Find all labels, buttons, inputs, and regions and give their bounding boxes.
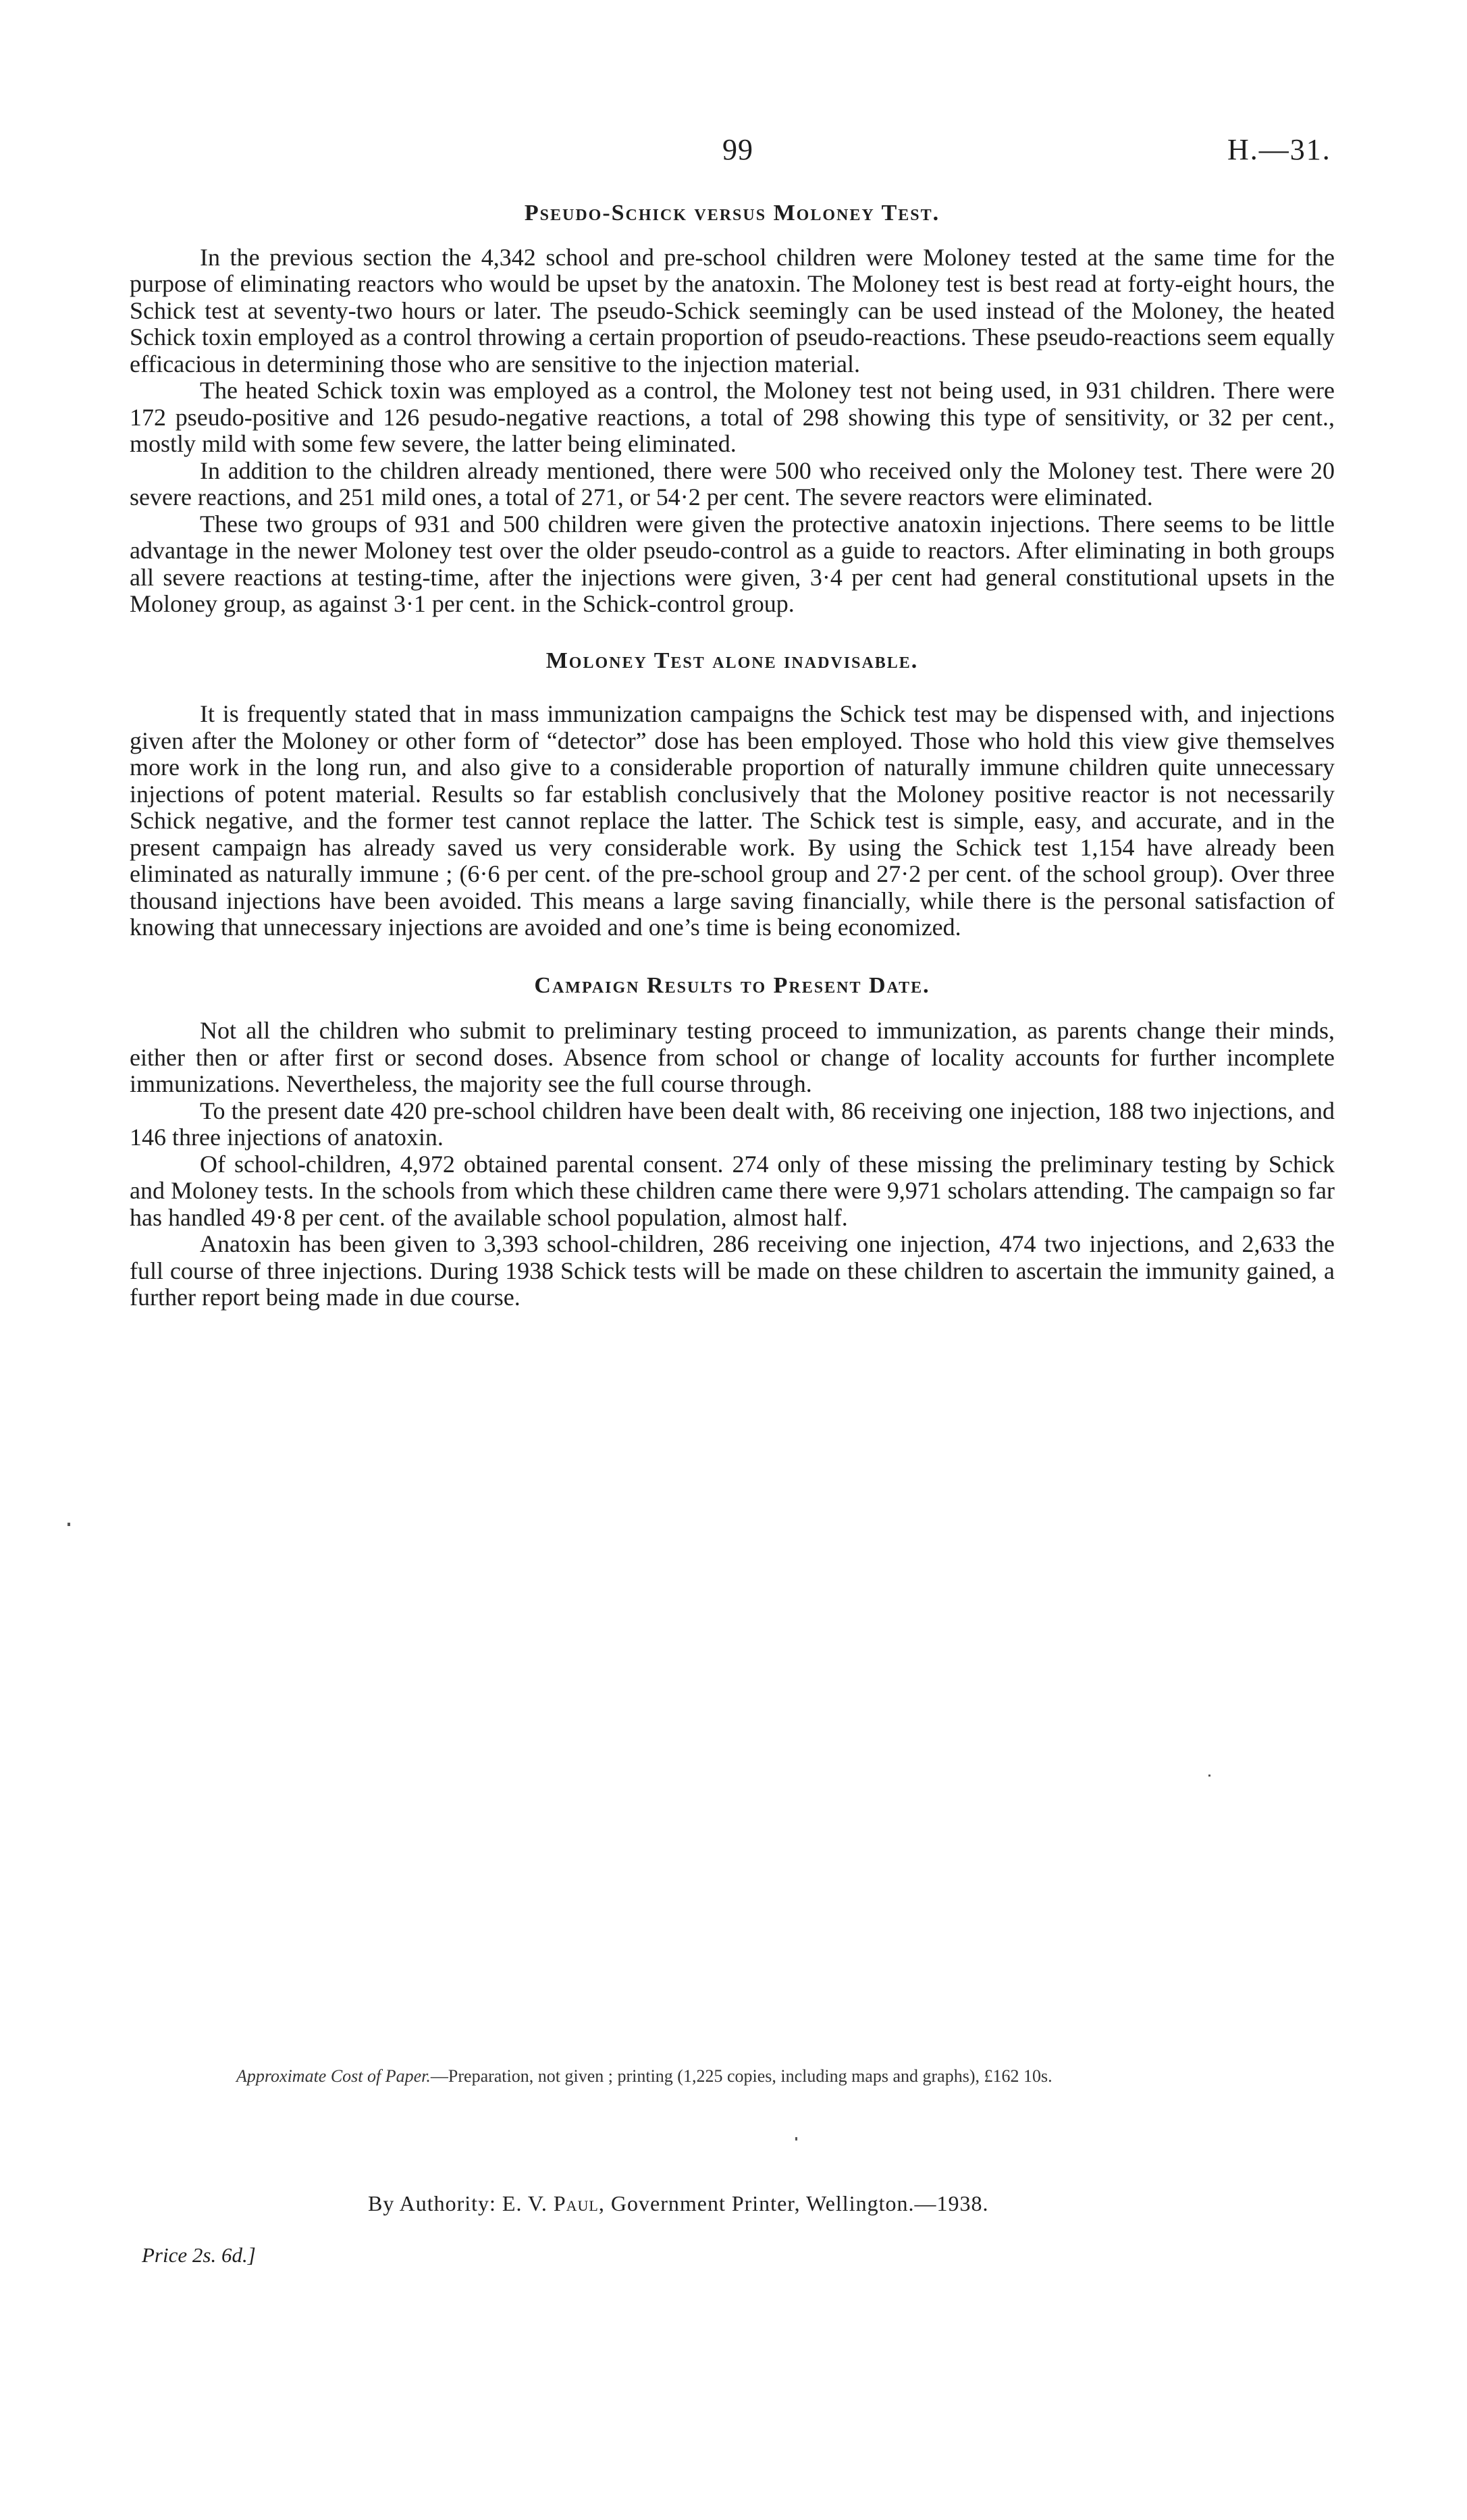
section-heading-pseudo-schick: Pseudo-Schick versus Moloney Test. bbox=[524, 201, 940, 226]
printer-name: Paul bbox=[553, 2191, 599, 2215]
margin-mark bbox=[795, 2137, 797, 2141]
printer-authority-line bbox=[368, 2191, 988, 2216]
margin-mark bbox=[68, 1523, 70, 1526]
paragraph: In the previous section the 4,342 school and pre-school children were Moloney tested at the same time for the purpose of eliminating reactors who would be upset by the anatoxin. The Moloney test is best read at forty-eight hours, the Schick test at seventy-two hours or later. The pseudo-Schick seemingly can be used instead of the Moloney, the heated Schick toxin employed as a control throwing a certain proportion of pseudo-reactions. These pseudo-reactions seem equally efficacious in determining those who are sensitive to the injection material. bbox=[130, 243, 1335, 377]
section-heading-moloney-alone: Moloney Test alone inadvisable. bbox=[545, 648, 919, 673]
paragraph: These two groups of 931 and 500 children were given the protective anatoxin injections. There seems to be little advantage in the newer Moloney test over the older pseudo-control as a guide to reactors. After eliminating in both groups all severe reactions at testing-time, after the injections were given, 3·4 per cent had general constitutional upsets in the Moloney group, as against 3·1 per cent. in the Schick-control group. bbox=[130, 510, 1335, 617]
paragraph: To the present date 420 pre-school children have been dealt with, 86 receiving one injection, 188 two injections, and 146 three injections of anatoxin. bbox=[130, 1097, 1335, 1151]
margin-mark bbox=[1208, 1775, 1210, 1777]
paragraph: It is frequently stated that in mass immunization campaigns the Schick test may be dispensed with, and injections given after the Moloney or other form of “detector” dose has been employed. Those who hold this view give themselves more work in the long run, and also give to a considerable proportion of naturally immune children quite unnecessary injections of potent material. Results so far establish conclusively that the Moloney positive reactor is not necessarily Schick negative, and the former test cannot replace the latter. The Schick test is simple, easy, and accurate, and in the present campaign has already saved us very considerable work. By using the Schick test 1,154 have already been eliminated as naturally immune ; (6·6 per cent. of the pre-school group and 27·2 per cent. of the school group). Over three thousand injections have been avoided. This means a large saving financially, while there is the personal satisfaction of knowing that unnecessary injections are avoided and one’s time is being economized. bbox=[130, 700, 1335, 941]
paragraph: The heated Schick toxin was employed as a control, the Moloney test not being used, in 931 children. There were 172 pseudo-positive and 126 pesudo-negative reactions, a total of 298 showing this type of sensitivity, or 32 per cent., mostly mild with some few severe, the latter being eliminated. bbox=[130, 377, 1335, 457]
page-number: 99 bbox=[722, 133, 753, 166]
cost-text: —Preparation, not given ; printing (1,225 copies, including maps and graphs), £162 10s. bbox=[430, 2066, 1052, 2086]
paragraph: Not all the children who submit to preliminary testing proceed to immunization, as parents change their minds, either then or after first or second doses. Absence from school or change of locality accounts for further incomplete immunizations. Nevertheless, the majority see the full course through. bbox=[130, 1017, 1335, 1097]
cost-of-paper-note bbox=[236, 2066, 1384, 2086]
document-reference: H.—31. bbox=[1227, 133, 1331, 166]
paragraph: Anatoxin has been given to 3,393 school-children, 286 receiving one injection, 474 two injections, and 2,633 the full course of three injections. During 1938 Schick tests will be made on these children to ascertain the immunity gained, a further report being made in due course. bbox=[130, 1230, 1335, 1311]
authority-prefix: By Authority: E. V. bbox=[368, 2191, 554, 2215]
paragraph: In addition to the children already mentioned, there were 500 who received only the Moloney test. There were 20 severe reactions, and 251 mild ones, a total of 271, or 54·2 per cent. The severe reactors were eliminated. bbox=[130, 456, 1335, 510]
body-text bbox=[130, 200, 1335, 1311]
authority-suffix: , Government Printer, Wellington.—1938. bbox=[598, 2191, 989, 2215]
cost-label: Approximate Cost of Paper. bbox=[236, 2066, 431, 2086]
price-note: Price 2s. 6d.] bbox=[142, 2243, 256, 2267]
paragraph: Of school-children, 4,972 obtained parental consent. 274 only of these missing the preliminary testing by Schick and Moloney tests. In the schools from which these children came there were 9,971 scholars attending. The campaign so far has handled 49·8 per cent. of the available school population, almost half. bbox=[130, 1150, 1335, 1231]
section-heading-campaign-results: Campaign Results to Present Date. bbox=[534, 972, 930, 998]
